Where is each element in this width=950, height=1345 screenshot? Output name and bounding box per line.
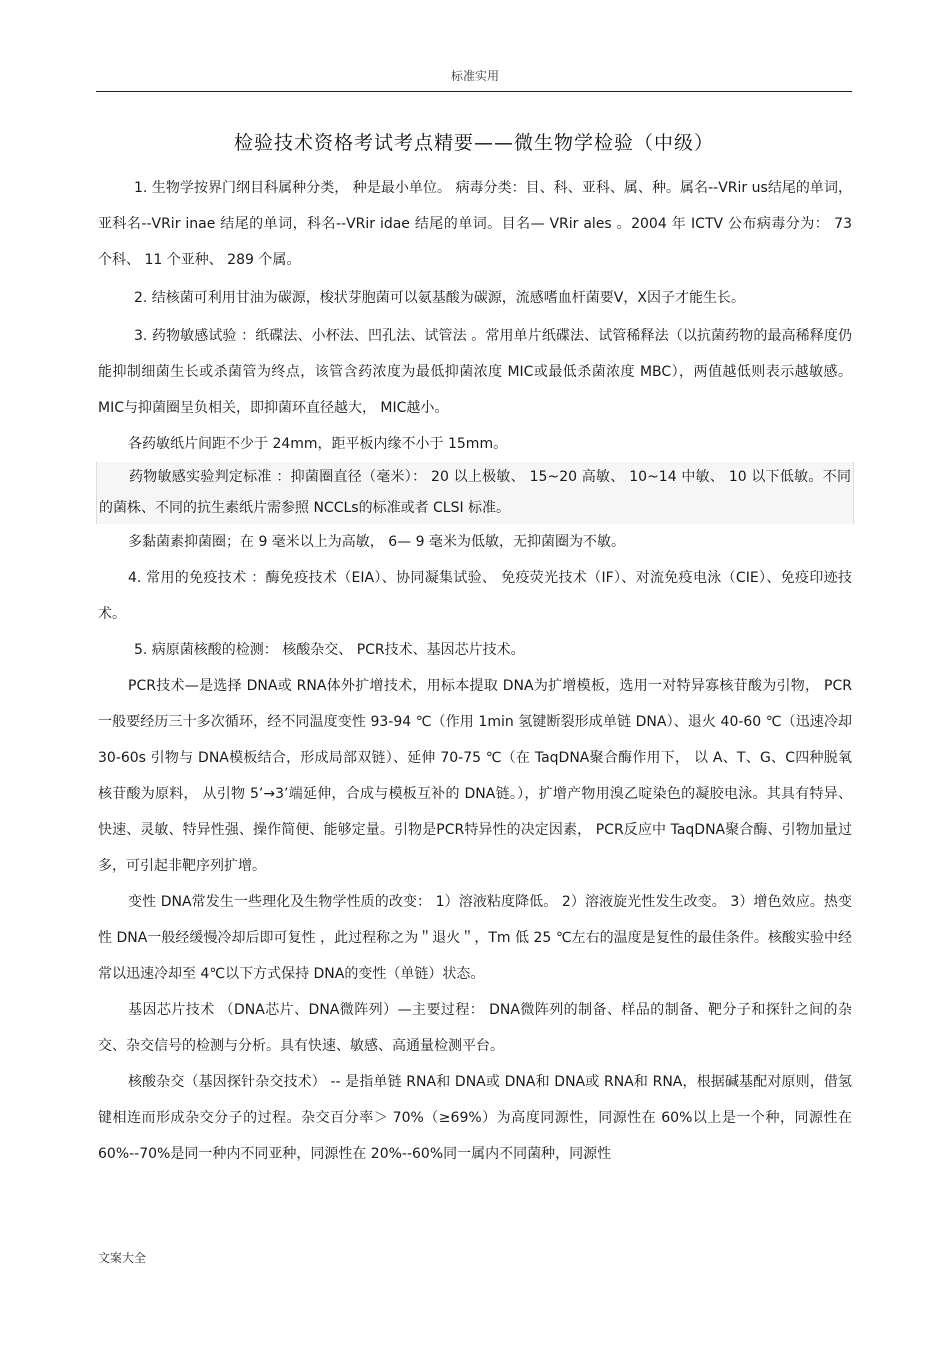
paragraph-11: 基因芯片技术 （DNA芯片、DNA微阵列）—主要过程： DNA微阵列的制备、样品的制备、靶分子和探针之间的杂交、杂交信号的检测与分析。具有快速、敏感、高通量检测平台。 bbox=[98, 1002, 852, 1054]
paragraph-7: 4. 常用的免疫技术 ：酶免疫技术（EIA）、协同凝集试验、 免疫荧光技术（IF）、对流免疫电泳（CIE）、免疫印迹技术。 bbox=[98, 570, 852, 622]
paragraph-9: PCR技术—是选择 DNA或 RNA体外扩增技术，用标本提取 DNA为扩增模板，选用一对特异寡核苷酸为引物， PCR一般要经历三十多次循环，经不同温度变性 93-94 ℃（作用 1min 氢键断裂形成单链 DNA）、退火 40-60 ℃（迅速冷却 30-60s 引物与 DNA模板结合，形成局部双链）、延伸 70-75 ℃（在 TaqDNA聚合酶作用下， 以 A、T、G、C四种脱氧核苷酸为原料， 从引物 5’→3’端延伸，合成与模板互补的 DNA链。），扩增产物用溴乙啶染色的凝胶电泳。其具有特异、快速、灵敏、特异性强、操作简便、能够定量。引物是PCR特异性的决定因素， PCR反应中 TaqDNA聚合酶、引物加量过多，可引起非靶序列扩增。 bbox=[98, 678, 852, 874]
paragraph-4: 各药敏纸片间距不少于 24mm，距平板内缘不小于 15mm。 bbox=[128, 436, 508, 452]
paragraph-3: 3. 药物敏感试验 ：纸碟法、小杯法、凹孔法、试管法 。常用单片纸碟法、试管稀释法（以抗菌药物的最高稀释度仍能抑制细菌生长或杀菌管为终点，该管含药浓度为最低抑菌浓度 MIC或最低杀菌浓度 MBC），两值越低则表示越敏感。 MIC与抑菌圈呈负相关，即抑菌环直径越大， MIC越小。 bbox=[98, 328, 852, 416]
page-footer: 文案大全 bbox=[98, 1251, 147, 1265]
paragraph-12: 核酸杂交（基因探针杂交技术） -- 是指单链 RNA和 DNA或 DNA和 DNA或 RNA和 RNA，根据碱基配对原则，借氢键相连而形成杂交分子的过程。杂交百分率＞ 70%（≥69%）为高度同源性，同源性在 60%以上是一个种，同源性在 60%--70%是同一种内不同亚种，同源性在 20%--60%同一属内不同菌种，同源性 bbox=[98, 1074, 852, 1162]
paragraph-5-highlighted: 药物敏感实验判定标准 ：抑菌圈直径（毫米）： 20 以上极敏、 15~20 高敏、 10~14 中敏、 10 以下低敏。不同的菌株、不同的抗生素纸片需参照 NCCLs的标准或者 CLSI 标准。 bbox=[96, 462, 854, 524]
paragraph-6: 多黏菌素抑菌圈；在 9 毫米以上为高敏， 6— 9 毫米为低敏，无抑菌圈为不敏。 bbox=[128, 534, 625, 550]
header-divider bbox=[96, 91, 852, 92]
document-body bbox=[98, 170, 852, 1172]
paragraph-10: 变性 DNA常发生一些理化及生物学性质的改变： 1）溶液粘度降低。 2）溶液旋光性发生改变。 3）增色效应。热变性 DNA一般经缓慢冷却后即可复性 ，此过程称之为＂退火＂，Tm 低 25 ℃左右的温度是复性的最佳条件。核酸实验中经常以迅速冷却至 4℃以下方式保持 DNA的变性（单链）状态。 bbox=[98, 894, 852, 982]
page-header: 标准实用 bbox=[450, 69, 499, 83]
paragraph-2: 2. 结核菌可利用甘油为碳源，梭状芽胞菌可以氨基酸为碳源，流感嗜血杆菌要Ⅴ，Ⅹ因子才能生长。 bbox=[134, 290, 745, 306]
paragraph-8: 5. 病原菌核酸的检测： 核酸杂交、 PCR技术、基因芯片技术。 bbox=[134, 642, 525, 658]
document-title: 检验技术资格考试考点精要——微生物学检验（中级） bbox=[233, 132, 714, 154]
paragraph-1: 1. 生物学按界门纲目科属种分类， 种是最小单位。 病毒分类：目、科、亚科、属、种。属名--VRir us结尾的单词，亚科名--VRir inae 结尾的单词，科名--VRir idae 结尾的单词。目名— VRir ales 。2004 年 ICTV 公布病毒分为： 73 个科、 11 个亚种、 289 个属。 bbox=[98, 180, 852, 268]
